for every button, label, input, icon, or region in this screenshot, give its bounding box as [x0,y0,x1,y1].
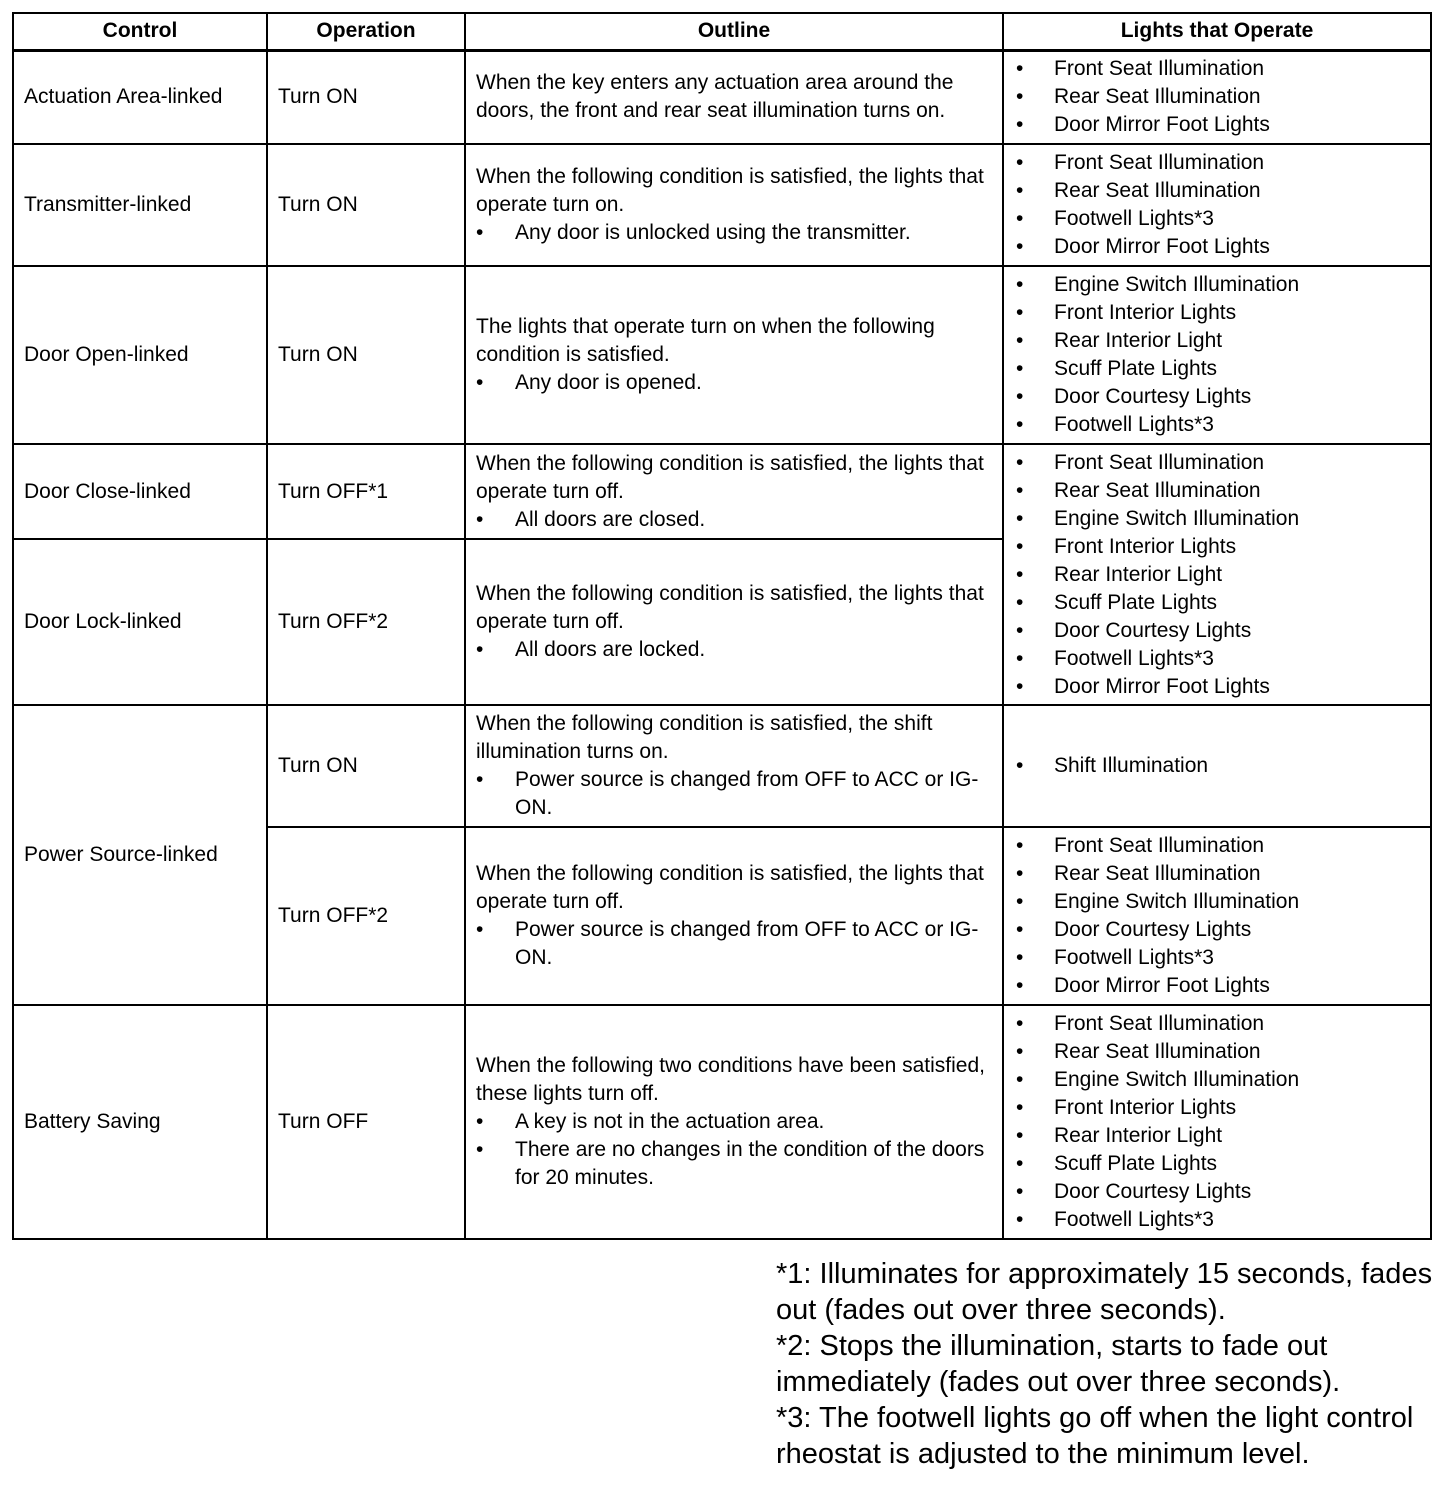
light-item: • Footwell Lights*3 [1014,944,1420,972]
light-item: • Engine Switch Illumination [1014,888,1420,916]
outline-bullet: • Power source is changed from OFF to ACC or IG-ON. [476,916,992,972]
light-item: • Footwell Lights*3 [1014,645,1420,673]
operation-cell: Turn ON [267,50,465,144]
outline-cell [465,50,1003,144]
light-item: • Front Seat Illumination [1014,55,1420,83]
footnote-3: *3: The footwell lights go off when the light control rheostat is adjusted to the minimum level. [776,1402,1414,1470]
light-item: • Scuff Plate Lights [1014,589,1420,617]
outline-cell [465,144,1003,266]
table-header-row [13,13,1431,50]
outline-bullets [476,916,992,972]
light-item: • Rear Seat Illumination [1014,83,1420,111]
header-operation: Operation [267,13,465,50]
table-row [13,1005,1431,1239]
lights-cell [1003,827,1431,1005]
lights-list [1014,55,1420,139]
light-item: • Rear Seat Illumination [1014,1038,1420,1066]
outline-text: When the key enters any actuation area around the doors, the front and rear seat illumination turns on. [476,71,954,123]
light-item: • Door Mirror Foot Lights [1014,111,1420,139]
light-item: • Engine Switch Illumination [1014,271,1420,299]
table-row [13,266,1431,444]
header-lights: Lights that Operate [1003,13,1431,50]
outline-bullet: • Power source is changed from OFF to ACC or IG-ON. [476,766,992,822]
header-control: Control [13,13,267,50]
control-cell: Transmitter-linked [13,144,267,266]
outline-text: When the following condition is satisfied, the lights that operate turn on. [476,165,984,216]
lights-list [1014,149,1420,261]
outline-bullet: • Any door is unlocked using the transmitter. [476,219,992,247]
light-item: • Footwell Lights*3 [1014,1206,1420,1234]
header-outline: Outline [465,13,1003,50]
light-item: • Scuff Plate Lights [1014,1150,1420,1178]
operation-cell: Turn OFF*2 [267,827,465,1005]
outline-bullets [476,766,992,822]
lights-list [1014,832,1420,1000]
outline-bullets [476,219,992,247]
outline-text: When the following condition is satisfied, the lights that operate turn off. [476,451,984,503]
light-item: • Door Mirror Foot Lights [1014,972,1420,1000]
outline-bullets [476,1108,992,1192]
operation-cell: Turn ON [267,144,465,266]
light-item: • Front Seat Illumination [1014,832,1420,860]
outline-bullet: • All doors are closed. [476,506,992,534]
light-item: • Shift Illumination [1014,752,1420,780]
control-cell: Door Close-linked [13,444,267,539]
table-row [13,144,1431,266]
outline-cell [465,1005,1003,1239]
light-item: • Engine Switch Illumination [1014,505,1420,533]
outline-text: The lights that operate turn on when the following condition is satisfied. [476,315,935,366]
light-item: • Engine Switch Illumination [1014,1066,1420,1094]
light-item: • Scuff Plate Lights [1014,355,1420,383]
operation-cell: Turn ON [267,266,465,444]
light-item: • Door Courtesy Lights [1014,617,1420,645]
outline-bullets [476,369,992,397]
footnote-2: *2: Stops the illumination, starts to fade out immediately (fades out over three seconds). [776,1330,1341,1398]
outline-text: When the following condition is satisfied, the lights that operate turn off. [476,582,984,633]
light-item: • Front Interior Lights [1014,299,1420,327]
light-item: • Door Courtesy Lights [1014,383,1420,411]
light-item: • Footwell Lights*3 [1014,411,1420,439]
table-row [13,50,1431,144]
lights-control-table [12,12,1432,1240]
table-row [13,705,1431,827]
control-cell: Actuation Area-linked [13,50,267,144]
control-cell: Door Lock-linked [13,539,267,705]
outline-cell [465,539,1003,705]
outline-bullet: • All doors are locked. [476,636,992,664]
lights-list [1014,752,1420,780]
operation-cell: Turn OFF*1 [267,444,465,539]
control-cell: Door Open-linked [13,266,267,444]
light-item: • Rear Interior Light [1014,1122,1420,1150]
lights-cell [1003,1005,1431,1239]
light-item: • Front Interior Lights [1014,533,1420,561]
footnotes [776,1256,1436,1472]
control-cell: Power Source-linked [13,705,267,1005]
outline-cell [465,705,1003,827]
outline-cell [465,444,1003,539]
outline-text: When the following condition is satisfied, the shift illumination turns on. [476,712,933,763]
table-row [13,444,1431,539]
light-item: • Door Mirror Foot Lights [1014,673,1420,701]
light-item: • Door Courtesy Lights [1014,1178,1420,1206]
light-item: • Front Seat Illumination [1014,449,1420,477]
outline-bullets [476,506,992,534]
outline-bullet: • Any door is opened. [476,369,992,397]
light-item: • Front Interior Lights [1014,1094,1420,1122]
outline-text: When the following condition is satisfied, the lights that operate turn off. [476,862,984,913]
light-item: • Footwell Lights*3 [1014,205,1420,233]
outline-cell [465,266,1003,444]
lights-list [1014,449,1420,701]
operation-cell: Turn OFF [267,1005,465,1239]
outline-bullet: • A key is not in the actuation area. [476,1108,992,1136]
lights-list [1014,1010,1420,1234]
operation-cell: Turn ON [267,705,465,827]
footnote-1: *1: Illuminates for approximately 15 seconds, fades out (fades out over three seconds). [776,1258,1433,1326]
light-item: • Front Seat Illumination [1014,1010,1420,1038]
outline-text: When the following two conditions have been satisfied, these lights turn off. [476,1054,985,1105]
lights-cell [1003,50,1431,144]
light-item: • Rear Seat Illumination [1014,860,1420,888]
light-item: • Door Courtesy Lights [1014,916,1420,944]
lights-cell [1003,444,1431,705]
outline-bullet: • There are no changes in the condition of the doors for 20 minutes. [476,1136,992,1192]
light-item: • Door Mirror Foot Lights [1014,233,1420,261]
light-item: • Rear Interior Light [1014,561,1420,589]
lights-list [1014,271,1420,439]
light-item: • Front Seat Illumination [1014,149,1420,177]
outline-cell [465,827,1003,1005]
light-item: • Rear Seat Illumination [1014,477,1420,505]
lights-cell [1003,705,1431,827]
light-item: • Rear Interior Light [1014,327,1420,355]
outline-bullets [476,636,992,664]
control-cell: Battery Saving [13,1005,267,1239]
light-item: • Rear Seat Illumination [1014,177,1420,205]
operation-cell: Turn OFF*2 [267,539,465,705]
lights-cell [1003,144,1431,266]
lights-cell [1003,266,1431,444]
